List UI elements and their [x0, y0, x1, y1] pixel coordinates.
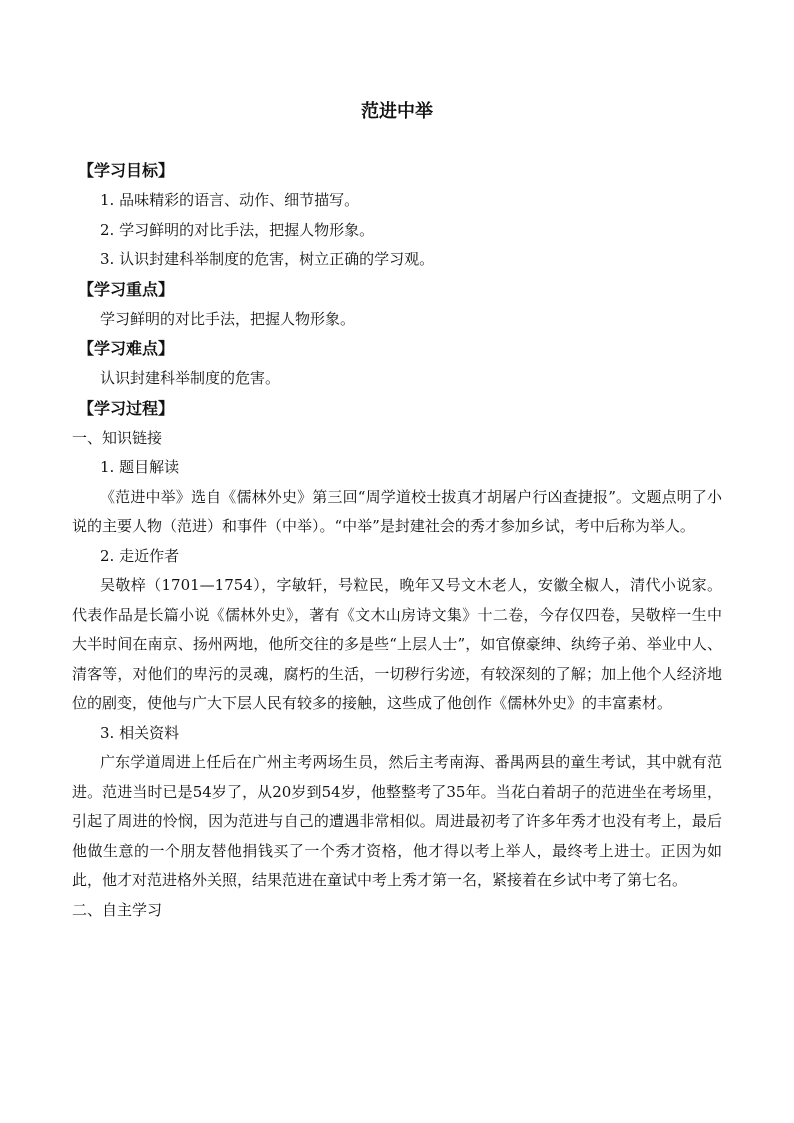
- paragraph-title-interpretation: 《范进中举》选自《儒林外史》第三回“周学道校士拔真才胡屠户行凶查捷报”。文题点明了小说的主要人物（范进）和事件（中举）。“中举”是封建社会的秀才参加乡试，考中后称为举人。: [72, 487, 722, 535]
- part-title-self-study: 二、自主学习: [72, 900, 163, 919]
- paragraph-author: 吴敬梓（1701—1754），字敏轩，号粒民，晚年又号文木老人，安徽全椒人，清代小说家。代表作品是长篇小说《儒林外史》，著有《文木山房诗文集》十二卷，今存仅四卷，吴敬梓一生中大半时间在南京、扬州两地，他所交往的多是些“上层人士”，如官僚豪绅、纨绔子弟、举业中人、清客等，对他们的卑污的灵魂，腐朽的生活，一切秽行劣迹，有较深刻的了解；加上他个人经济地位的剧变，使他与广大下层人民有较多的接触，这些成了他创作《儒林外史》的丰富素材。: [72, 576, 722, 712]
- focus-text: 学习鲜明的对比手法，把握人物形象。: [100, 309, 356, 328]
- subheading-title-interpretation: 1. 题目解读: [100, 458, 180, 476]
- goal-item: 2. 学习鲜明的对比手法，把握人物形象。: [100, 220, 375, 239]
- document-body: [72, 156, 722, 925]
- goal-item: 3. 认识封建科举制度的危害，树立正确的学习观。: [100, 250, 435, 268]
- section-heading-process: 【学习过程】: [78, 398, 175, 418]
- document-title: 范进中举: [361, 101, 433, 122]
- subheading-author: 2. 走近作者: [100, 546, 180, 565]
- section-heading-focus: 【学习重点】: [78, 279, 175, 299]
- paragraph-related-materials: 广东学道周进上任后在广州主考两场生员，然后主考南海、番禺两县的童生考试，其中就有范进。范进当时已是54岁了，从20岁到54岁，他整整考了35年。当花白着胡子的范进坐在考场里，引起了周进的怜悯，因为范进与自己的遭遇非常相似。周进最初考了许多年秀才也没有考上，最后他做生意的一个朋友替他捐钱买了一个秀才资格，他才得以考上举人，最终考上进士。正因为如此，他才对范进格外关照，结果范进在童试中考上秀才第一名，紧接着在乡试中考了第七名。: [72, 753, 722, 889]
- subheading-related-materials: 3. 相关资料: [100, 723, 180, 742]
- section-heading-difficulty: 【学习难点】: [78, 339, 175, 358]
- part-title-knowledge-link: 一、知识链接: [72, 428, 163, 447]
- goal-item: 1. 品味精彩的语言、动作、细节描写。: [100, 191, 360, 209]
- section-heading-goals: 【学习目标】: [78, 161, 175, 180]
- difficulty-text: 认识封建科举制度的危害。: [100, 369, 281, 387]
